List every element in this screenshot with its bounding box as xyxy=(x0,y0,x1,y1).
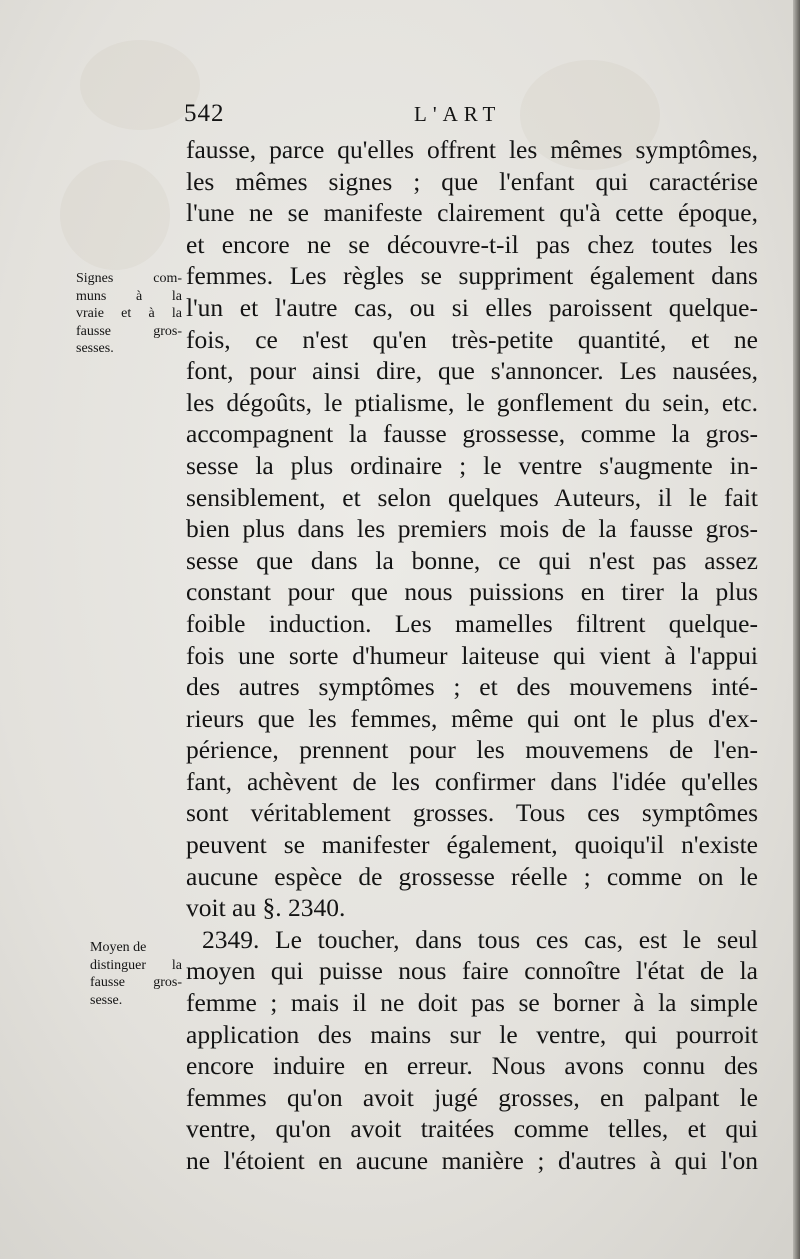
paragraph-start-line: 2349. Le toucher, dans tous ces cas, est le seul xyxy=(202,924,758,954)
margin-note-line: vraie et à la xyxy=(76,306,182,321)
text-line: sesse la plus ordinaire ; le ventre s'augmente in- xyxy=(186,450,758,480)
margin-note-line: sesses. xyxy=(76,341,114,356)
text-line: font, pour ainsi dire, que s'annoncer. Les nausées, xyxy=(186,356,758,386)
page-header xyxy=(184,100,554,136)
text-line: ne l'étoient en aucune manière ; d'autres à qui l'on xyxy=(186,1146,758,1175)
text-line: ventre, qu'on avoit traitées comme telles, et qui xyxy=(186,1114,758,1144)
text-line: bien plus dans les premiers mois de la fausse gros- xyxy=(186,514,758,544)
text-line: et encore ne se découvre-t-il pas chez toutes les xyxy=(186,229,758,259)
text-line: femmes. Les règles se suppriment également dans xyxy=(186,261,758,291)
margin-note-line: Signes com- xyxy=(76,271,182,286)
text-line: l'une ne se manifeste clairement qu'à cette époque, xyxy=(186,198,758,228)
page-number: 542 xyxy=(184,100,225,127)
margin-note-line: distinguer la xyxy=(90,957,182,973)
text-line: moyen qui puisse nous faire connoître l'état de la xyxy=(186,956,758,986)
text-line: fant, achèvent de les confirmer dans l'idée qu'elles xyxy=(186,766,758,796)
text-line: accompagnent la fausse grossesse, comme la gros- xyxy=(186,419,758,449)
text-line: l'un et l'autre cas, ou si elles paroissent quelque- xyxy=(186,292,758,322)
text-line: foible induction. Les mamelles filtrent quelque- xyxy=(186,608,758,638)
text-line: fois, ce n'est qu'en très-petite quantité, et ne xyxy=(186,324,758,354)
margin-note-signes xyxy=(76,270,182,358)
text-line: encore induire en erreur. Nous avons connu des xyxy=(186,1051,758,1081)
text-line: rieurs que les femmes, même qui ont le plus d'ex- xyxy=(186,703,758,733)
paper-stain xyxy=(60,160,170,270)
margin-note-line: Moyen de xyxy=(90,940,147,955)
text-line: sensiblement, et selon quelques Auteurs, il le fait xyxy=(186,482,758,512)
text-line: femmes qu'on avoit jugé grosses, en palpant le xyxy=(186,1082,758,1112)
page-edge-shadow xyxy=(793,0,800,1259)
text-line: peuvent se manifester également, quoiqu'il n'existe xyxy=(186,830,758,860)
margin-note-line: muns à la xyxy=(76,288,182,304)
text-line: des autres symptômes ; et des mouvemens inté- xyxy=(186,672,758,702)
text-line: voit au §. 2340. xyxy=(186,893,346,923)
text-line: fausse, parce qu'elles offrent les mêmes symptômes, xyxy=(186,135,758,164)
text-line: périence, prennent pour les mouvemens de l'en- xyxy=(186,735,758,765)
margin-note-line: sesse. xyxy=(90,992,123,1008)
text-line: les mêmes signes ; que l'enfant qui caractérise xyxy=(186,166,758,196)
text-line: application des mains sur le ventre, qui pourroit xyxy=(186,1019,758,1049)
margin-note-line: fausse gros- xyxy=(76,323,182,339)
text-line: sont véritablement grosses. Tous ces symptômes xyxy=(186,798,758,828)
text-line: femme ; mais il ne doit pas se borner à la simple xyxy=(186,988,758,1018)
running-title: L'ART xyxy=(414,102,502,126)
text-line: les dégoûts, le ptialisme, le gonflement du sein, etc. xyxy=(186,387,758,417)
margin-note-line: fausse gros- xyxy=(90,975,182,990)
text-line: sesse que dans la bonne, ce qui n'est pas assez xyxy=(186,545,758,575)
text-line: fois une sorte d'humeur laiteuse qui vient à l'appui xyxy=(186,640,758,670)
margin-note-moyen xyxy=(90,939,182,1009)
text-line: aucune espèce de grossesse réelle ; comme on le xyxy=(186,861,758,891)
text-line: constant pour que nous puissions en tirer la plus xyxy=(186,577,758,607)
body-text xyxy=(186,134,758,1177)
paper-stain xyxy=(80,40,200,130)
